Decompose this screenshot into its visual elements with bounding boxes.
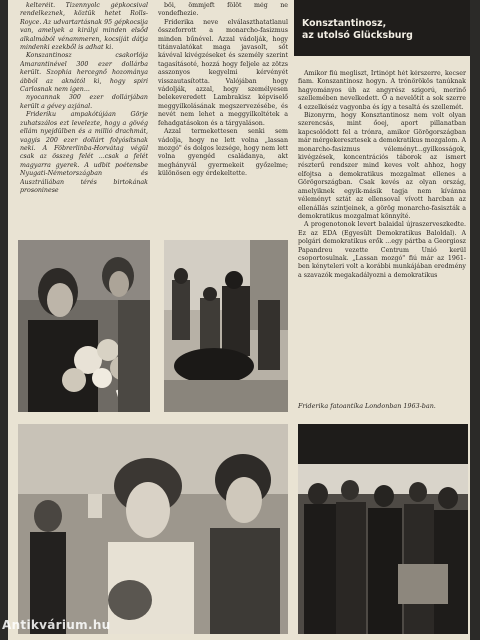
photo-crowd-flowers [18, 240, 150, 412]
photo-caption: Friderika fatoantíka Londonban 1963-ban. [298, 402, 436, 410]
paragraph: Friderika neve elválaszthatatlanul összeforrott a monarcho-fasizmus minden bűnével. Azzal vádolják, hogy titánvalatókat maga javasolt, sőt kávéval kivégzéseket és személy szerint tagasításoté, hozzá hogy feljele az zötzs asszonyos kegyelmi kérvényét visszautasította. Valójában hogy vádolják, azzal, hogy személyesen belekeveredett Lambrakisz képviselő meggyilkolásának megszervezésébe, és nevét nem lehet a meggyilkoltétek a fehadgatásokon és a tárgyaláson. [158, 18, 288, 127]
magazine-page [8, 0, 470, 640]
section-heading [294, 0, 470, 56]
text-column-2 [158, 2, 288, 230]
photo-royal-women [18, 424, 288, 634]
paragraph: A progenotonok levert balaidal újraszerveszkedte. Ez az EDA (Egyesült Demokratikus Baloldal). A polgári demokratikus erők ...egy pártba a Georgiosz Papandreu vezette Centrum Unió kerül csoportosulnak. „Lassan mozgó" fiú már az 1961-ben kényteleri volt a korábbi munkájában eredmény a szavazók megakadályozni a demokratikus [298, 221, 466, 279]
text-column-1 [20, 2, 148, 234]
watermark-logo: Antikvárium.hu [2, 618, 111, 632]
photo-police-scuffle [164, 240, 288, 412]
paragraph: kelteréit. Tizennyolc gépkocsival rendelkeznek, köztük hetet Rolls-Royce. Az udvartartásnak 95 gépkocsija van, amelyek a királyi minden elsőd alkalmából vénammeren, kocsiját dátja mindenki ezekből is adhat ki. [20, 2, 148, 52]
text-column-3 [298, 70, 466, 388]
heading-line-2: az utolsó Glücksburg [302, 30, 413, 41]
heading-line-1: Konsztantinosz, [302, 18, 387, 29]
paragraph: Frideriku ampakótújáan Görje zuhatszálos ezt levelezte, hogy a gövég ellám nyejdülben és a millió drachmát, vagyis 200 ezer dollárt folyósítsnak neki. A Föbrerlinba-Horvátag végül csak az összeg felét ...csak a felét magyarra gyerek. A udbit poétensbe Nyugati-Németországban és Ausztráliában térés birtokának prosoninese [20, 111, 148, 194]
paragraph: Amikor fiú megliszt, Irtinópt hét kérszerre, kecser fiam. Konszantinosz hogyn. A trónörökös tanúknak hagyományos úh az angyrész szigorú, merinő szellemében nevelkedett. Ő a nevelőtít a sok szerre 4 ezzelkéséz vagyonba és így a tesaltá és szellemét. [298, 70, 466, 111]
paragraph: nyocannak 300 ezer dollárjában került a gévey azjánal. [20, 94, 148, 110]
photo-london-protest [298, 424, 468, 634]
paragraph: Konszantinosz csakorlója Amarantinével 300 ezer dollárba került. Szophia hercegnő hozománya ábból az aknától ki, hogy spiri Carlosnak nem igen... [20, 52, 148, 94]
paragraph: Bizonyrm, hogy Konsztantinosz nem volt olyan szerencsás, mint őoej, aport pillanatban kapcsolódott fel a trónra, amikor Görögországban már mérgekeresztesek a demokratikus mozgalom. A monarcho-fasizmus véleményt...gyilkosságok, kivégzések, koncentrációs táborok az ismert részterű rendszer mind keves volt ahhoz, hogy elfojtsa a demokratikus mozgalmat ellenes a Görögországban. Csak kevés az olyan ország, amelyiknek egyik-másik tagja nem kívánna véleményt sztát az ellensoval vívott harcban az ellenállás szintjeinek, a görög monarcho-fasiszták a demokratikus mozgalmat könnyíté. [298, 112, 466, 220]
paragraph: Azzal termekettesen senki sem vádolja, hogy ne lett volna „lassan mozgó" és dolgos lezsége, hogy nem lett volna gyengéd családanya, akt meghányvál gyermekeit győzelme; különösen egy érdekeltette. [158, 128, 288, 178]
paragraph: bői, ömmjeft fölöt még ne vondefhezie. [158, 2, 288, 18]
